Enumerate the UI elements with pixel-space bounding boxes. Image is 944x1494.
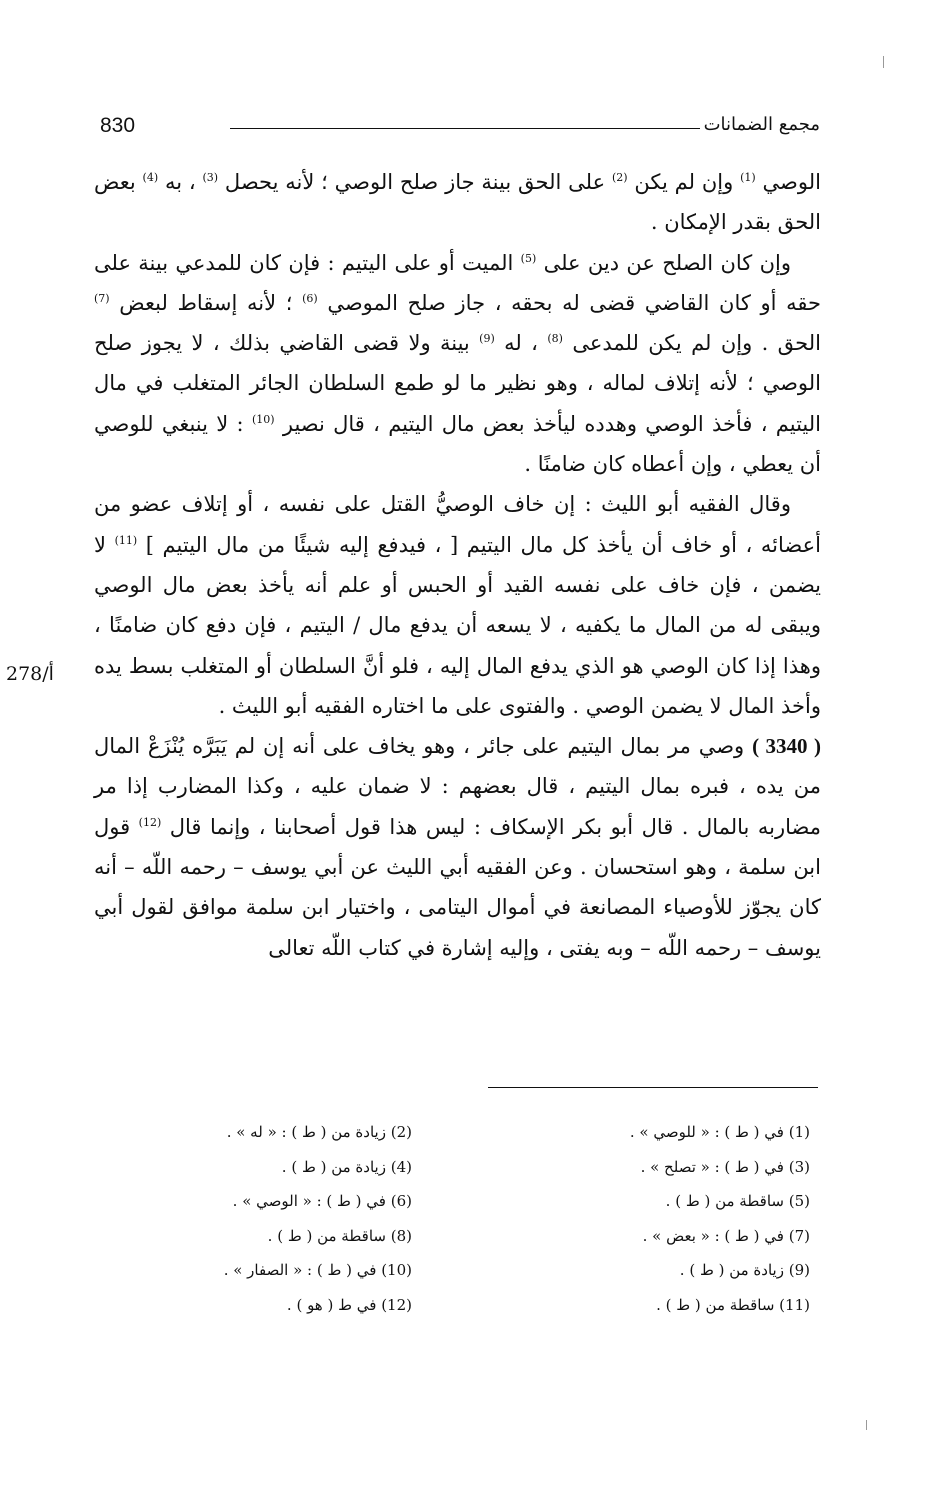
footnote-ref: (6): [302, 291, 318, 305]
text-segment: : لا ينبغي للوصي أن يعطي ، وإن أعطاه كان ضامنًا .: [94, 411, 821, 477]
footnote-ref: (5): [520, 251, 537, 265]
scan-mark: [883, 56, 884, 68]
text-segment: الحق . وإن لم يكن للمدعى: [572, 331, 821, 356]
footnote: (10) في ( ط ) : « الصفار » .: [223, 1261, 412, 1279]
text-segment: وقال الفقيه أبو الليث : إن خاف الوصيُّ القتل على نفسه ، أو إتلاف عضو من أعضائه ، أو خاف أن يأخذ كل مال اليتيم [ ، فيدفع إليه شيئًا من مال اليتيم ]: [94, 492, 821, 557]
footnote: (12) في ط ( هو ) .: [286, 1295, 412, 1314]
folio-margin-note: 278/أ: [6, 663, 54, 685]
text-segment: الميت أو على اليتيم : فإن كان للمدعي بينة على حقه أو كان القاضي قضى له بحقه ، جاز صلح الموصي: [94, 250, 821, 315]
text-segment: ، له: [504, 331, 538, 356]
running-title: مجمع الضمانات: [703, 114, 820, 135]
footnote-ref: (8): [547, 332, 563, 346]
text-segment: الوصي: [762, 170, 821, 194]
footnote-ref: (10): [251, 412, 275, 426]
footnote: (11) ساقطة من ( ط ) .: [656, 1295, 810, 1314]
item-number: ( 3340 ): [752, 734, 821, 759]
footnotes-left-column: [224, 1115, 412, 1322]
text-segment: لا يضمن ، فإن خاف على نفسه القيد أو الحبس أو علم أنه يأخذ بعض مال الوصي ويبقى له من المال ما يكفيه ، لا يسعه أن يدفع مال / اليتيم ، فإن دفع كان ضامنًا ، وهذا إذا كان الوصي هو الذي يدفع المال إليه ، فلو أنَّ السلطان أو المتغلب بسط يده وأخذ المال لا يضمن الوصي . والفتوى على ما اختاره الفقيه أبو الليث .: [94, 532, 821, 718]
footnote-ref: (7): [94, 291, 110, 305]
footnote-ref: (1): [740, 171, 756, 184]
paragraph-4: [94, 726, 821, 968]
paragraph-2: [94, 243, 821, 485]
footnote-rule: [488, 1087, 818, 1088]
footnote-ref: (3): [202, 171, 219, 184]
text-segment: وصي مر بمال اليتيم على جائر ، وهو يخاف على أنه إن لم يَبَرَّه يُنْزَعْ المال من يده ، فبره بمال اليتيم ، قال بعضهم : لا ضمان عليه ، وكذا المضارب إذا مر مضاربه بالمال . قال أبو بكر الإسكاف : ليس هذا قول أصحابنا ، وإنما قال: [94, 734, 821, 839]
footnote-ref: (9): [479, 332, 495, 346]
text-segment: على الحق بينة جاز صلح الوصي ؛ لأنه يحصل: [224, 170, 606, 194]
text-segment: ، به: [164, 170, 196, 194]
text-segment: وإن كان الصلح عن دين على: [543, 250, 791, 275]
text-segment: بعض الحق بقدر الإمكان .: [94, 170, 821, 235]
footnote: (7) في ( ط ) : « بعض » .: [642, 1226, 810, 1245]
header-rule: [230, 128, 700, 129]
footnote-ref: (2): [611, 171, 628, 184]
scan-mark: [866, 1420, 867, 1430]
footnotes-right-column: [630, 1115, 810, 1322]
paragraph-1: [94, 162, 821, 243]
main-text: [94, 162, 821, 968]
footnote: (2) زيادة من ( ط ) : « له » .: [226, 1123, 412, 1141]
footnote: (1) في ( ط ) : « للوصي » .: [629, 1123, 810, 1141]
footnote-ref: (12): [138, 815, 162, 829]
text-segment: وإن لم يكن: [634, 170, 734, 194]
footnote: (4) زيادة من ( ط ) .: [281, 1157, 412, 1176]
text-segment: بينة ولا قضى القاضي بذلك ، لا يجوز صلح الوصي ؛ لأنه إتلاف لماله ، وهو نظير ما لو طمع السلطان الجائر المتغلب في مال اليتيم ، فأخذ الوصي وهدده ليأخذ بعض مال اليتيم ، قال نصير: [94, 331, 822, 436]
footnote: (6) في ( ط ) : « الوصي » .: [232, 1192, 412, 1210]
page-header: [100, 114, 820, 144]
footnote: (3) في ( ط ) : « تصلح » .: [640, 1157, 810, 1176]
text-segment: ؛ لأنه إسقاط لبعض: [119, 290, 293, 315]
page-number: 830: [100, 114, 136, 137]
footnote: (9) زيادة من ( ط ) .: [679, 1261, 810, 1279]
footnote: (8) ساقطة من ( ط ) .: [267, 1226, 412, 1245]
paragraph-3: [94, 484, 821, 726]
text-segment: قول ابن سلمة ، وهو استحسان . وعن الفقيه أبي الليث عن أبي يوسف – رحمه اللّه – أنه كان يجوّز للأوصياء المصانعة في أموال اليتامى ، واختيار ابن سلمة موافق لقول أبي يوسف – رحمه اللّه – وبه يفتى ، وإليه إشارة في كتاب اللّه تعالى: [94, 814, 821, 960]
footnote: (5) ساقطة من ( ط ) .: [665, 1192, 810, 1210]
footnote-ref: (4): [142, 171, 159, 184]
footnote-ref: (11): [114, 533, 138, 547]
